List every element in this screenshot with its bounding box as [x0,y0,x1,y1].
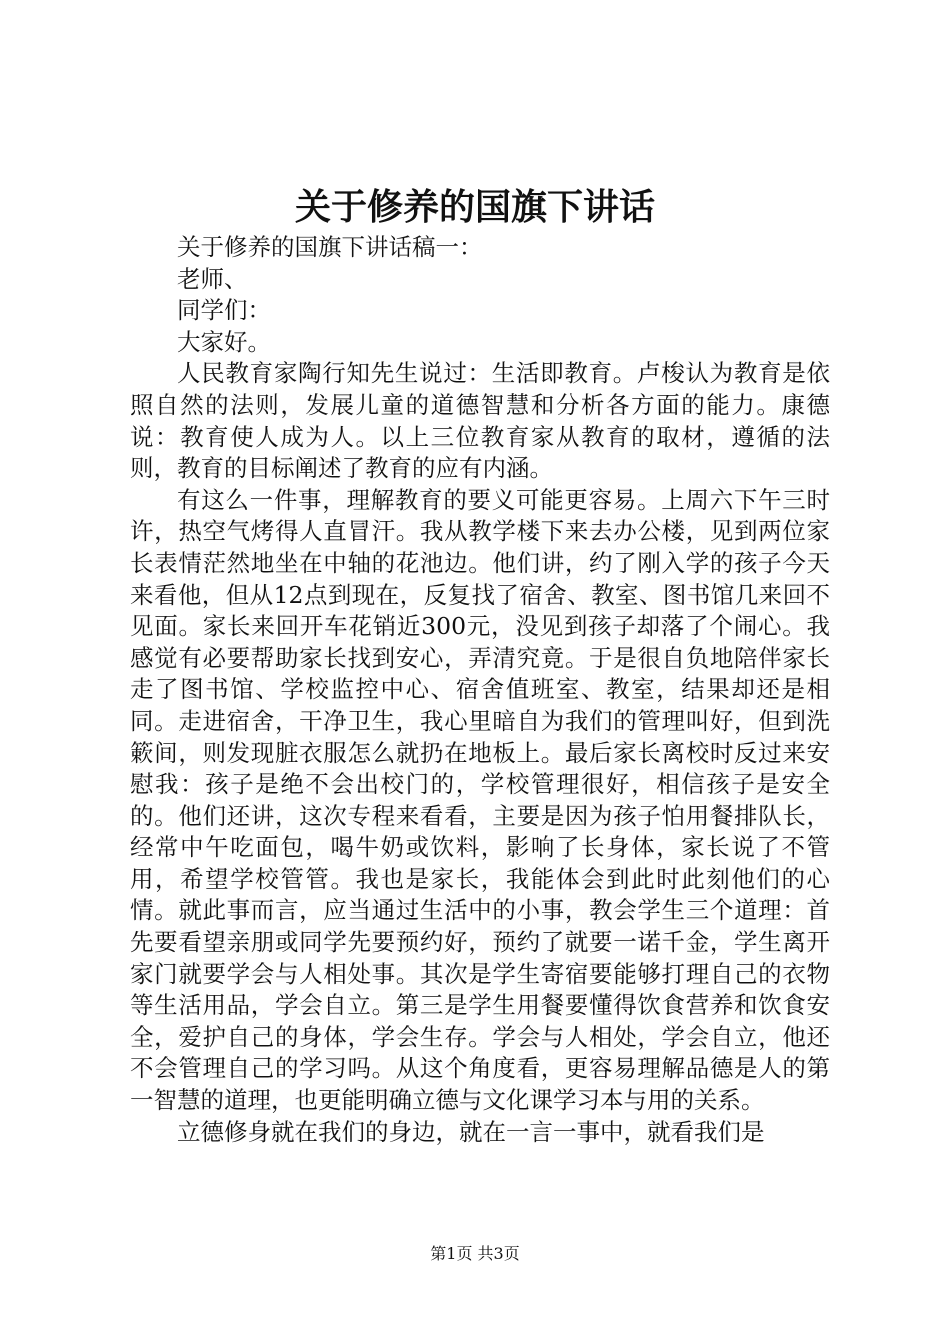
page-footer: 第1页 共3页 [430,1244,520,1263]
paragraph-salutation-teachers: 老师、 [177,264,248,293]
paragraph-body: 有这么一件事，理解教育的要义可能更容易。上周六下午三时许，热空气烤得人直冒汗。我从教学楼下来去办公楼，见到两位家长表情茫然地坐在中轴的花池边。他们讲，约了刚入学的孩子今天来看他，但从12点到现在，反复找了宿舍、教室、图书馆几来回不见面。家长来回开车花销近300元，没见到孩子却落了个闹心。我感觉有必要帮助家长找到安心，弄清究竟。于是很自负地陪伴家长走了图书馆、学校监控中心、宿舍值班室、教室，结果却还是相同。走进宿舍，干净卫生，我心里暗自为我们的管理叫好，但到洗簌间，则发现脏衣服怎么就扔在地板上。最后家长离校时反过来安慰我：孩子是绝不会出校门的，学校管理很好，相信孩子是安全的。他们还讲，这次专程来看看，主要是因为孩子怕用餐排队长，经常中午吃面包，喝牛奶或饮料，影响了长身体，家长说了不管用，希望学校管管。我也是家长，我能体会到此时此刻他们的心情。就此事而言，应当通过生活中的小事，教会学生三个道理：首先要看望亲朋或同学先要预约好，预约了就要一诺千金，学生离开家门就要学会与人相处事。其次是学生寄宿要能够打理自己的衣物等生活用品，学会自立。第三是学生用餐要懂得饮食营养和饮食安全，爱护自己的身体，学会生存。学会与人相处，学会自立，他还不会管理自己的学习吗。从这个角度看，更容易理解品德是人的第一智慧的道理，也更能明确立德与文化课学习本与用的关系。 [130,485,830,1115]
document-body [130,232,830,1148]
paragraph-body: 人民教育家陶行知先生说过：生活即教育。卢梭认为教育是依照自然的法则，发展儿童的道德智慧和分析各方面的能力。康德说：教育使人成为人。以上三位教育家从教育的取材，遵循的法则，教育的目标阐述了教育的应有内涵。 [130,359,830,483]
paragraph-heading: 关于修养的国旗下讲话稿一： [177,233,483,261]
paragraph-greeting: 大家好。 [177,327,271,356]
document-title: 关于修养的国旗下讲话 [294,186,655,228]
paragraph-salutation-students: 同学们： [177,296,271,325]
paragraph-body: 立德修身就在我们的身边，就在一言一事中，就看我们是 [177,1117,765,1146]
